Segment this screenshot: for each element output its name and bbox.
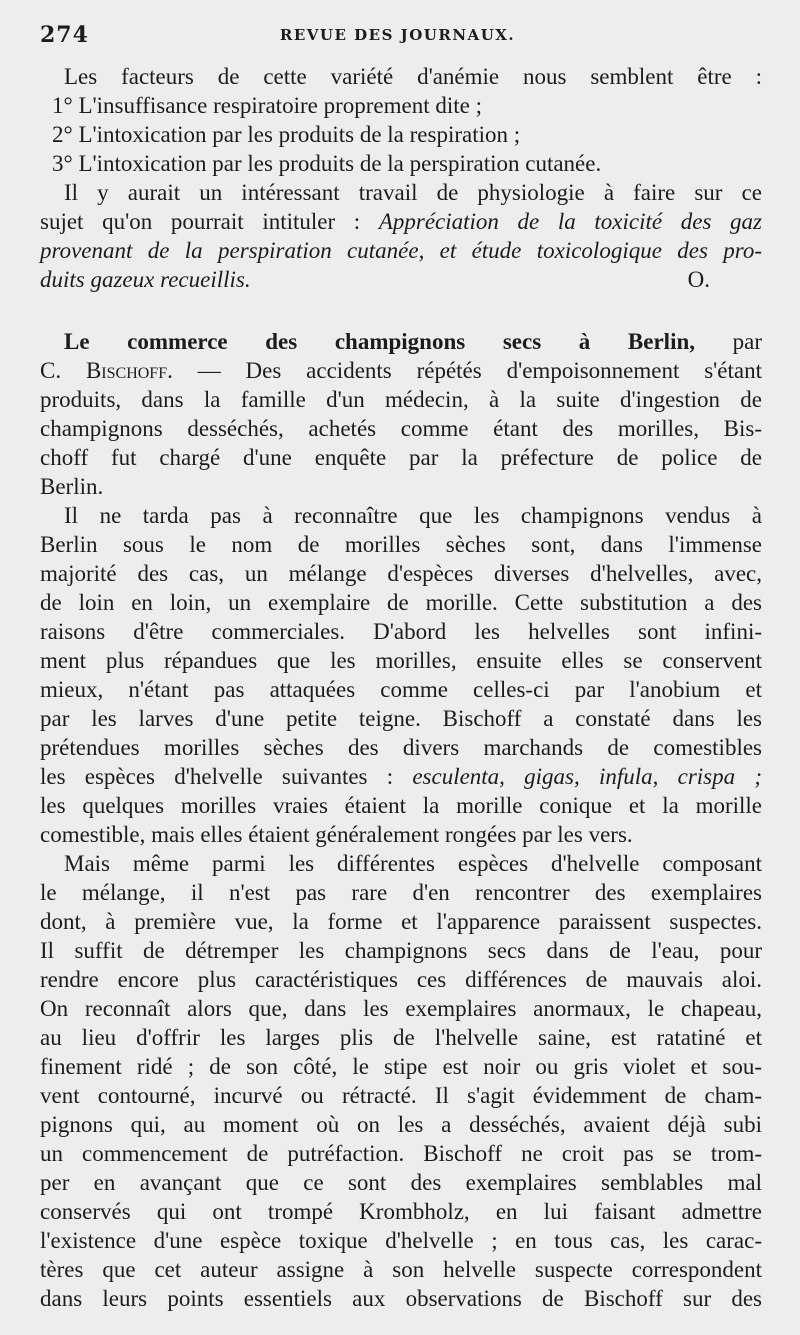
text-line: On reconnaît alors que, dans les exemplaires anormaux, le chapeau, [40,996,762,1021]
suggested-title-fragment: Appréciation de la toxicité des gaz [378,209,762,234]
text-fragment: — Des accidents répétés d'empoisonnement s'étant [172,358,762,383]
author-initial: C. [40,358,86,383]
text-line: mieux, n'étant pas attaquées comme celles-ci par l'anobium et [40,677,762,702]
text-line: Mais même parmi les différentes espèces d'helvelle composant [64,851,762,876]
text-line: prétendues morilles sèches des divers marchands de comestibles [40,735,762,760]
page-header [40,22,755,52]
anemia-intro-line: Les facteurs de cette variété d'anémie nous semblent être : [64,64,762,89]
text-fragment: les espèces d'helvelle suivantes : [40,764,413,789]
suggested-title-fragment: duits gazeux recueillis. [40,267,251,292]
text-line: finement ridé ; de son côté, le stipe est noir ou gris violet et sou- [40,1054,762,1079]
text-line: Il ne tarda pas à reconnaître que les champignons vendus à [64,503,762,528]
text-line: champignons desséchés, achetés comme étant des morilles, Bis- [40,416,762,441]
text-line: dont, à première vue, la forme et l'apparence paraissent suspectes. [40,909,762,934]
species-list: esculenta, gigas, infula, crispa ; [412,764,762,789]
text-line: Il y aurait un intéressant travail de physiologie à faire sur ce [64,180,762,205]
factor-line: 2° L'intoxication par les produits de la respiration ; [52,122,521,147]
article-heading-line [40,327,762,356]
suggested-title-line: provenant de la perspiration cutanée, et étude toxicologique des pro- [40,238,762,263]
text-line: un commencement de putréfaction. Bischoff ne croit pas se trom- [40,1141,762,1166]
page-body [40,62,762,1313]
section-gap [40,294,762,327]
text-line: dans leurs points essentiels aux observations de Bischoff sur des [40,1286,762,1311]
text-line: au lieu d'offrir les larges plis de l'helvelle saine, est ratatiné et [40,1025,762,1050]
text-line: majorité des cas, un mélange d'espèces diverses d'helvelles, avec, [40,561,762,586]
text-line: Berlin sous le nom de morilles sèches sont, dans l'immense [40,532,762,557]
text-line: vent contourné, incurvé ou rétracté. Il s'agit évidemment de cham- [40,1083,762,1108]
text-fragment: sujet qu'on pourrait intituler : [40,209,379,234]
text-line: conservés qui ont trompé Krombholz, en lui faisant admettre [40,1199,762,1224]
text-line: raisons d'être commerciales. D'abord les helvelles sont infini- [40,619,762,644]
text-line: tères que cet auteur assigne à son helvelle suspecte correspondent [40,1257,762,1282]
text-line: pignons qui, au moment où on les a desséchés, avaient déjà subi [40,1112,762,1137]
text-line: les quelques morilles vraies étaient la morille conique et la morille [40,793,762,818]
article-by: par [695,329,762,354]
text-line: par les larves d'une petite teigne. Bischoff a constaté dans les [40,706,762,731]
author-signature: O. [687,267,710,292]
text-line [40,356,762,385]
text-line [40,207,762,236]
author-surname: Bischoff. [85,358,173,383]
text-line: comestible, mais elles étaient généralement rongées par les vers. [40,822,633,847]
factor-line: 3° L'intoxication par les produits de la perspiration cutanée. [52,151,602,176]
text-line: choff fut chargé d'une enquête par la préfecture de police de [40,445,762,470]
text-line: ment plus répandues que les morilles, ensuite elles se conservent [40,648,762,673]
article-title: Le commerce des champignons secs à Berlin, [64,329,695,354]
running-title: REVUE DES JOURNAUX. [279,26,516,44]
factor-line: 1° L'insuffisance respiratoire proprement dite ; [52,93,482,118]
text-line: l'existence d'une espèce toxique d'helvelle ; en tous cas, les carac- [40,1228,762,1253]
text-line: rendre encore plus caractéristiques ces différences de mauvais aloi. [40,967,762,992]
text-line [40,265,762,294]
text-line [40,762,762,791]
text-line: Berlin. [40,474,104,499]
text-line: per en avançant que ce sont des exemplaires semblables mal [40,1170,762,1195]
text-line: le mélange, il n'est pas rare d'en rencontrer des exemplaires [40,880,762,905]
text-line: Il suffit de détremper les champignons secs dans de l'eau, pour [40,938,762,963]
text-line: de loin en loin, un exemplaire de morille. Cette substitution a des [40,590,762,615]
page-number: 274 [40,22,89,48]
text-line: produits, dans la famille d'un médecin, à la suite d'ingestion de [40,387,762,412]
